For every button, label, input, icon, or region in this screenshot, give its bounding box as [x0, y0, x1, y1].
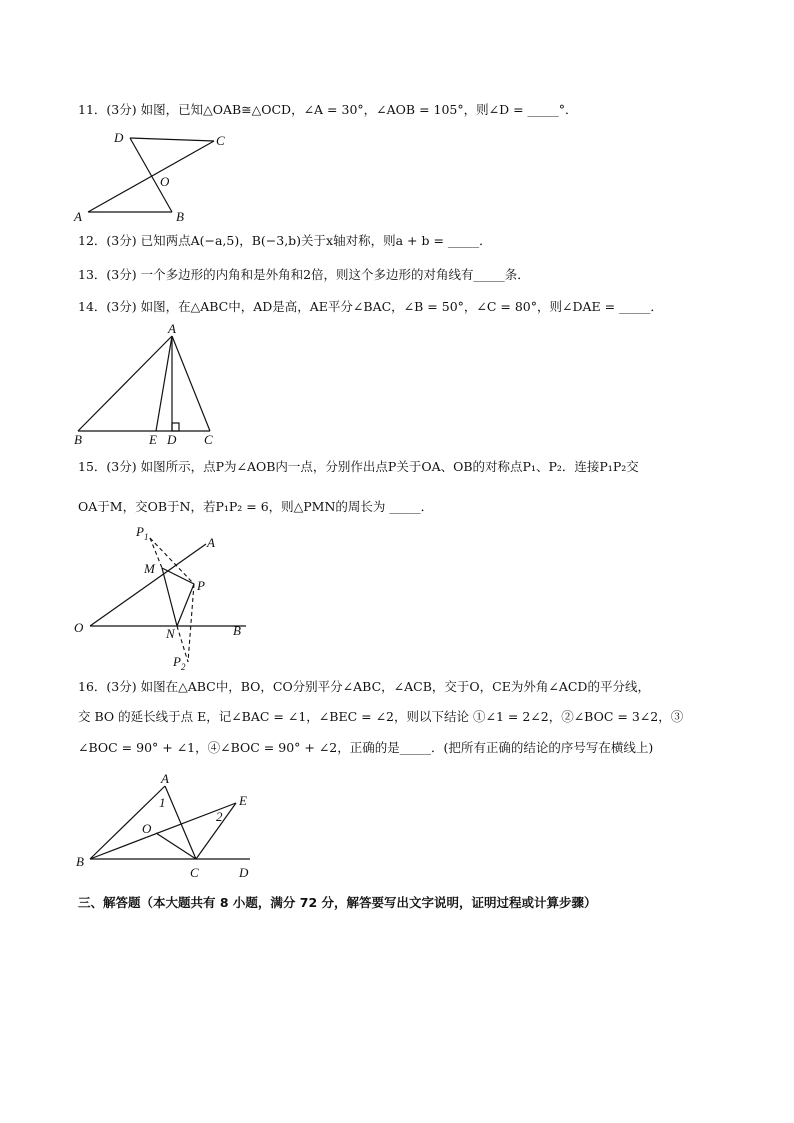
question-16-line-3: ∠BOC = 90° + ∠1，④∠BOC = 90° + ∠2，正确的是_____．(把所有正确的结论的序号写在横线上): [78, 740, 654, 755]
ray-OA: [90, 544, 206, 626]
label-A: A: [161, 771, 169, 786]
figure-15-svg: [70, 520, 260, 670]
label-B: B: [176, 209, 184, 224]
label-B: B: [233, 623, 241, 638]
figure-11-svg: [70, 126, 250, 226]
figure-16: [70, 767, 260, 883]
label-P2: [172, 654, 186, 670]
label-C: C: [190, 865, 199, 879]
label-B: B: [76, 854, 84, 869]
right-angle-mark: [172, 423, 179, 431]
question-15-line-1: 15．(3分) 如图所示，点P为∠AOB内一点，分别作出点P关于OA、OB的对称点P₁、P₂．连接P₁P₂交: [78, 459, 639, 474]
question-16-line-2: 交 BO 的延长线于点 E，记∠BAC = ∠1，∠BEC = ∠2，则以下结论 ①∠1 = 2∠2，②∠BOC = 3∠2，③: [78, 709, 684, 724]
angle-2-label: 2: [216, 809, 223, 824]
label-O: O: [142, 821, 152, 836]
segment-MN: [162, 568, 177, 626]
section-heading: 三、解答题（本大题共有 8 小题，满分 72 分，解答要写出文字说明，证明过程或计算步骤）: [78, 895, 597, 910]
label-A: A: [168, 321, 176, 336]
segment-AC: [172, 336, 210, 431]
question-12: 12．(3分) 已知两点A(−a,5)，B(−3,b)关于x轴对称，则a + b = _____．: [78, 233, 492, 248]
label-A: A: [74, 209, 82, 224]
question-16-line-1: 16．(3分) 如图在△ABC中，BO，CO分别平分∠ABC，∠ACB，交于O，CE为外角∠ACD的平分线，: [78, 679, 650, 694]
label-D: D: [239, 865, 249, 879]
label-P2-subscript: 2: [180, 662, 186, 670]
figure-16-svg: [70, 767, 260, 879]
label-O: O: [160, 174, 170, 189]
label-P1: [135, 524, 148, 542]
question-14: 14．(3分) 如图，在△ABC中，AD是高，AE平分∠BAC，∠B = 50°，∠C = 80°，则∠DAE = _____．: [78, 299, 663, 314]
label-A: A: [207, 535, 215, 550]
label-N: N: [166, 626, 175, 641]
segment-AC: [165, 786, 196, 859]
figure-14-svg: [70, 320, 230, 445]
dashed-P1P: [150, 538, 194, 584]
segment-CA: [88, 141, 214, 212]
label-P1-letter: P: [136, 524, 144, 539]
question-13: 13．(3分) 一个多边形的内角和是外角和2倍，则这个多边形的对角线有_____条．: [78, 267, 530, 282]
label-P2-letter: P: [173, 654, 181, 669]
label-D: D: [114, 130, 124, 145]
question-15-line-2: OA于M，交OB于N，若P₁P₂ = 6，则△PMN的周长为 _____．: [78, 499, 434, 514]
question-11: 11．(3分) 如图，已知△OAB≅△OCD，∠A = 30°，∠AOB = 105°，则∠D = _____°．: [78, 102, 578, 117]
figure-14: [70, 320, 230, 449]
label-E: E: [149, 432, 157, 445]
figure-15: [70, 520, 260, 674]
segment-BE: [90, 803, 236, 859]
label-O: O: [74, 620, 84, 635]
label-C: C: [204, 432, 213, 445]
segment-MP: [162, 568, 194, 584]
figure-11: [70, 126, 250, 230]
label-M: M: [144, 561, 155, 576]
label-P1-subscript: 1: [143, 532, 149, 542]
label-P: P: [197, 578, 205, 593]
label-E: E: [239, 793, 247, 808]
label-C: C: [216, 133, 225, 148]
label-D: D: [167, 432, 177, 445]
label-B: B: [74, 432, 82, 445]
segment-BA: [90, 786, 165, 859]
angle-1-label: 1: [159, 795, 166, 810]
segment-DC: [130, 138, 214, 141]
